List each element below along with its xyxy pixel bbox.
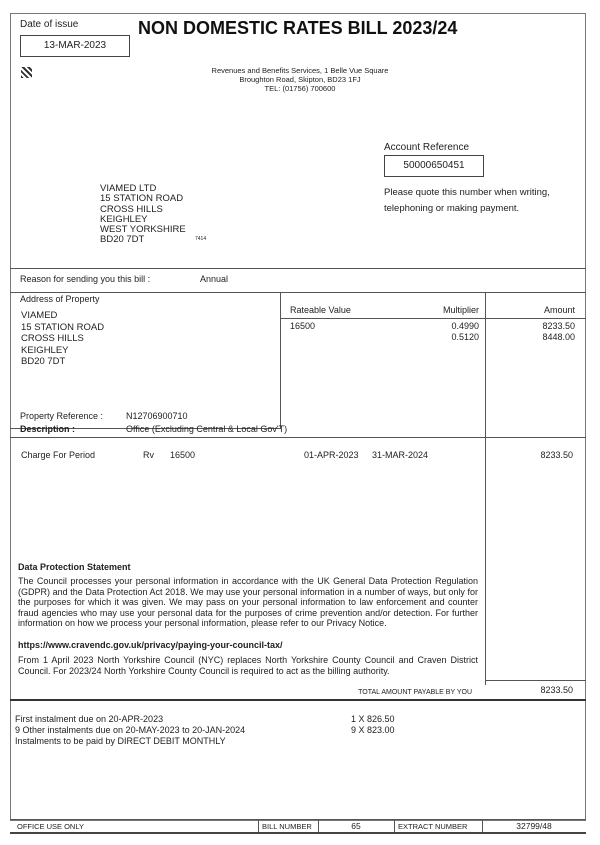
divider — [281, 318, 586, 319]
recipient-address — [100, 184, 186, 246]
address-line: KEIGHLEY — [100, 213, 148, 225]
office-use-label: OFFICE USE ONLY — [17, 822, 84, 831]
divider — [10, 437, 586, 438]
property-address-label: Address of Property — [20, 294, 100, 304]
council-address-line: TEL: (01756) 700600 — [264, 84, 336, 93]
other-instalments-amount: 9 X 823.00 — [351, 725, 395, 735]
reason-value: Annual — [200, 274, 229, 284]
property-reference-label: Property Reference : — [20, 411, 104, 421]
reason-label: Reason for sending you this bill : — [20, 274, 151, 284]
divider — [10, 292, 586, 293]
divider — [485, 680, 586, 681]
multiplier: 0.5120 — [451, 332, 479, 342]
total-label: TOTAL AMOUNT PAYABLE BY YOU — [358, 689, 472, 696]
council-address — [150, 66, 450, 93]
divider — [485, 292, 486, 685]
barcode-icon — [21, 67, 32, 78]
address-line: KEIGHLEY — [21, 344, 69, 356]
issue-date: 13-MAR-2023 — [43, 40, 107, 51]
address-line: WEST YORKSHIRE — [100, 224, 186, 236]
amount: 8448.00 — [542, 332, 575, 342]
extract-number-label: EXTRACT NUMBER — [398, 822, 468, 831]
first-instalment-amount: 1 X 826.50 — [351, 714, 395, 724]
address-line: BD20 7DT — [21, 356, 66, 367]
total-amount: 8233.50 — [540, 685, 573, 695]
property-address — [21, 310, 104, 368]
charge-rv-label: Rv — [143, 450, 154, 460]
divider — [10, 268, 586, 269]
address-line: CROSS HILLS — [100, 203, 163, 215]
first-instalment: First instalment due on 20-APR-2023 — [15, 714, 164, 724]
recipient-code: 7414 — [195, 236, 207, 242]
multiplier-header: Multiplier — [442, 305, 479, 315]
other-instalments: 9 Other instalments due on 20-MAY-2023 to 20-JAN-2024 — [15, 725, 246, 735]
divider — [10, 699, 586, 701]
period-from: 01-APR-2023 — [304, 450, 359, 460]
rv-header: Rateable Value — [290, 305, 351, 315]
divider — [10, 819, 586, 820]
charge-rv: 16500 — [170, 450, 196, 460]
account-reference-label: Account Reference — [384, 142, 470, 153]
address-line: 15 STATION ROAD — [100, 193, 184, 205]
privacy-link[interactable]: https://www.cravendc.gov.uk/privacy/paying-your-council-tax/ — [18, 640, 283, 650]
account-reference-box — [384, 155, 484, 177]
bill-number: 65 — [351, 821, 361, 831]
description: Office (Excluding Central & Local Gov'T) — [126, 424, 288, 434]
divider — [394, 819, 395, 832]
date-label: Date of issue — [20, 19, 79, 30]
council-address-line: Broughton Road, Skipton, BD23 1FJ — [239, 75, 361, 84]
address-line: CROSS HILLS — [21, 333, 84, 344]
nyc-notice: From 1 April 2023 North Yorkshire Council (NYC) replaces North Yorkshire County Council and Craven District Council. For 2023/24 North Yorkshire County Council is required to act as the billing authority. — [18, 655, 478, 676]
address-line: BD20 7DT — [100, 234, 145, 246]
account-note: telephoning or making payment. — [384, 203, 520, 214]
council-address-line: Revenues and Benefits Services, 1 Belle Vue Square — [211, 66, 389, 75]
property-reference: N12706900710 — [126, 411, 188, 421]
data-protection-text: The Council processes your personal information in accordance with the UK General Data Protection Regulation (GDPR) and the Data Protection Act 2018. We may use your personal information in a number of ways, but only for the purposes for which it was given. We may pass on your personal information to law enforcement and counter fraud agencies who may use your personal data for the purposes of crime prevention and/or detection. For further information on how we process your personal information, please refer to our Privacy Notice. — [18, 576, 478, 628]
bill-number-label: BILL NUMBER — [262, 822, 312, 831]
payment-method: Instalments to be paid by DIRECT DEBIT MONTHLY — [15, 736, 226, 746]
period-to: 31-MAR-2024 — [372, 450, 429, 460]
extract-number: 32799/48 — [516, 821, 552, 831]
rateable-value: 16500 — [290, 321, 316, 331]
data-protection-title: Data Protection Statement — [18, 562, 131, 572]
page-title: NON DOMESTIC RATES BILL 2023/24 — [138, 18, 458, 38]
amount: 8233.50 — [542, 321, 575, 331]
date-box — [20, 35, 130, 57]
amount-header: Amount — [543, 305, 575, 315]
charge-label: Charge For Period — [21, 450, 96, 460]
account-note: Please quote this number when writing, — [384, 187, 550, 198]
multiplier: 0.4990 — [451, 321, 479, 331]
charge-amount: 8233.50 — [540, 450, 573, 460]
divider — [10, 832, 586, 834]
address-line: 15 STATION ROAD — [21, 321, 105, 333]
account-reference: 50000650451 — [403, 160, 465, 171]
divider — [258, 819, 259, 832]
divider — [280, 292, 281, 429]
address-line: VIAMED LTD — [100, 183, 157, 194]
address-line: VIAMED — [21, 310, 58, 321]
description-label: Description : — [20, 424, 76, 434]
